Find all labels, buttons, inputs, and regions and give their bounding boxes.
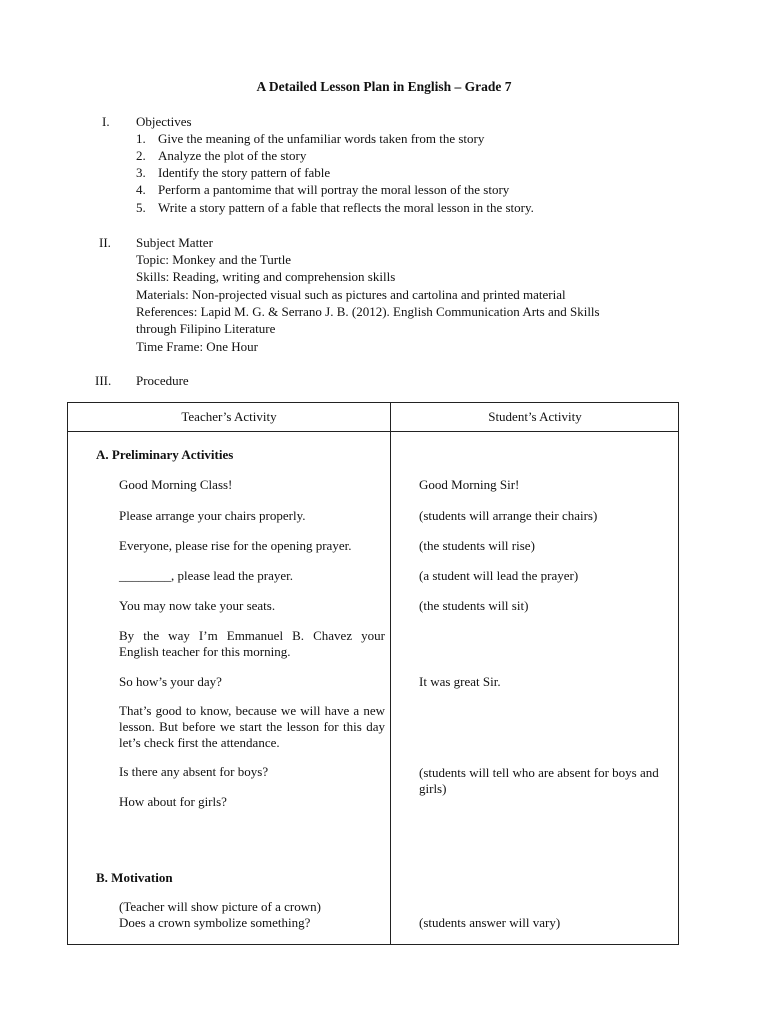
teacher-activity: By the way I’m Emmanuel B. Chavez your English teacher for this morning. [119,628,385,659]
skills-line: Skills: Reading, writing and comprehension skills [136,269,396,284]
teacher-activity: ________, please lead the prayer. [119,568,293,583]
student-activity: It was great Sir. [419,674,501,689]
objectives-heading: Objectives [136,114,192,129]
objective-item: Perform a pantomime that will portray the moral lesson of the story [158,182,510,197]
student-activity: (students will arrange their chairs) [419,508,598,523]
objective-number: 4. [136,182,146,197]
teacher-activity: That’s good to know, because we will have a new lesson. But before we start the lesson for this day let’s check first the attendance. [119,703,385,750]
materials-line: Materials: Non-projected visual such as pictures and cartolina and printed material [136,287,566,302]
student-activity: (the students will sit) [419,598,529,613]
student-activity: Good Morning Sir! [419,477,520,492]
teacher-activity: How about for girls? [119,794,227,809]
objective-item: Identify the story pattern of fable [158,165,331,180]
section-numeral-objectives: I. [102,114,110,129]
objective-number: 5. [136,200,146,215]
teacher-activity: You may now take your seats. [119,598,276,613]
student-activity: (a student will lead the prayer) [419,568,579,583]
procedure-heading: Procedure [136,373,189,388]
table-header-divider [68,431,678,432]
topic-line: Topic: Monkey and the Turtle [136,252,292,267]
section-numeral-procedure: III. [95,373,112,388]
student-activity: (students answer will vary) [419,915,561,930]
document-title: A Detailed Lesson Plan in English – Grade 7 [256,79,512,94]
objective-number: 3. [136,165,146,180]
references-line: References: Lapid M. G. & Serrano J. B. (2012). English Communication Arts and Skills [136,304,600,319]
teacher-activity: Please arrange your chairs properly. [119,508,306,523]
teacher-activity: Good Morning Class! [119,477,233,492]
table-column-divider [390,403,391,944]
objective-item: Give the meaning of the unfamiliar words taken from the story [158,131,485,146]
student-activity: (students will tell who are absent for boys and girls) [419,765,659,796]
teacher-activity: So how’s your day? [119,674,222,689]
section-numeral-subject-matter: II. [99,235,111,250]
teacher-activity: (Teacher will show picture of a crown) [119,899,321,914]
teacher-activity: Everyone, please rise for the opening prayer. [119,538,352,553]
student-activity: (the students will rise) [419,538,535,553]
objective-number: 2. [136,148,146,163]
subject-matter-heading: Subject Matter [136,235,213,250]
student-activity-header: Student’s Activity [488,409,582,424]
section-a-heading: A. Preliminary Activities [96,447,234,462]
references-line-continued: through Filipino Literature [136,321,276,336]
objective-item: Analyze the plot of the story [158,148,307,163]
procedure-table [67,402,679,945]
teacher-activity-header: Teacher’s Activity [181,409,277,424]
section-b-heading: B. Motivation [96,870,173,885]
objective-number: 1. [136,131,146,146]
teacher-activity: Does a crown symbolize something? [119,915,311,930]
teacher-activity: Is there any absent for boys? [119,764,269,779]
time-frame-line: Time Frame: One Hour [136,339,258,354]
objective-item: Write a story pattern of a fable that reflects the moral lesson in the story. [158,200,534,215]
